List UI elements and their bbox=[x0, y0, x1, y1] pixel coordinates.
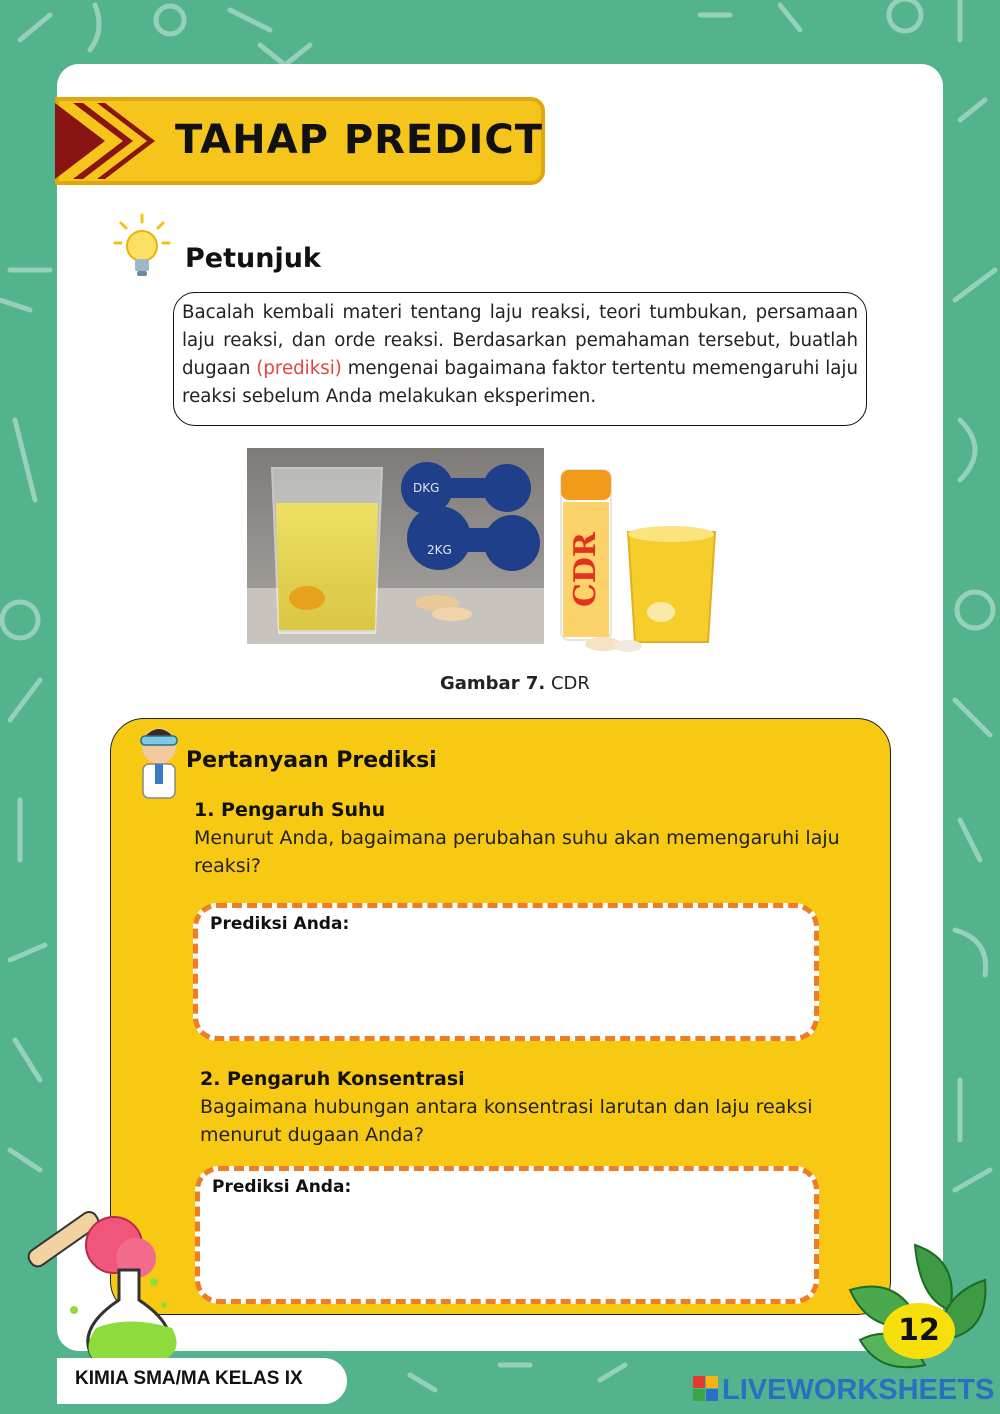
cdr-tube-label: CDR bbox=[568, 532, 603, 607]
answer-field-1[interactable] bbox=[193, 903, 819, 1041]
instructions-text-end: mengenai bagaimana faktor tertentu memengaruhi laju reaksi sebelum Anda melakukan eksperimen. bbox=[182, 358, 859, 407]
dumbbell-label-bottom: 2KG bbox=[427, 543, 452, 557]
liveworksheets-brand[interactable]: LIVEWORKSHEETS bbox=[722, 1374, 995, 1406]
dumbbell-label-top: DKG bbox=[413, 481, 440, 495]
question-2-heading: 2. Pengaruh Konsentrasi bbox=[200, 1068, 465, 1090]
caption-label: Gambar 7. bbox=[440, 673, 546, 694]
answer-field-1-label: Prediksi Anda: bbox=[210, 914, 350, 934]
instructions-text-start: Bacalah kembali materi tentang laju reaksi, teori tumbukan, persamaan laju reaksi, dan orde reaksi. Berdasarkan pemahaman tersebut, buatlah dugaan bbox=[182, 302, 858, 379]
photo-effervescent-glass-dumbbells bbox=[247, 448, 544, 644]
caption-text: CDR bbox=[550, 673, 590, 694]
question-1-heading: 1. Pengaruh Suhu bbox=[194, 799, 386, 821]
chemistry-flask-icon bbox=[14, 1210, 214, 1370]
book-label: KIMIA SMA/MA KELAS IX bbox=[75, 1368, 303, 1389]
instructions-heading: Petunjuk bbox=[185, 243, 321, 274]
page-number: 12 bbox=[883, 1303, 955, 1359]
chevron-arrows-icon bbox=[55, 97, 165, 185]
questions-title: Pertanyaan Prediksi bbox=[186, 748, 437, 773]
question-1-text: Menurut Anda, bagaimana perubahan suhu akan memengaruhi laju reaksi? bbox=[194, 827, 840, 877]
scientist-avatar-icon bbox=[133, 722, 185, 802]
instructions-highlight: (prediksi) bbox=[256, 358, 342, 379]
photo-cdr-tube-and-glass bbox=[553, 462, 723, 658]
figure-caption bbox=[440, 673, 590, 694]
liveworksheets-logo-icon bbox=[693, 1376, 719, 1402]
question-2-text: Bagaimana hubungan antara konsentrasi larutan dan laju reaksi menurut dugaan Anda? bbox=[200, 1096, 813, 1146]
section-title: TAHAP PREDICT bbox=[175, 117, 543, 163]
answer-field-2[interactable] bbox=[195, 1166, 819, 1304]
instructions-box bbox=[173, 292, 867, 426]
light-bulb-icon bbox=[113, 213, 171, 281]
answer-field-2-label: Prediksi Anda: bbox=[212, 1177, 352, 1197]
